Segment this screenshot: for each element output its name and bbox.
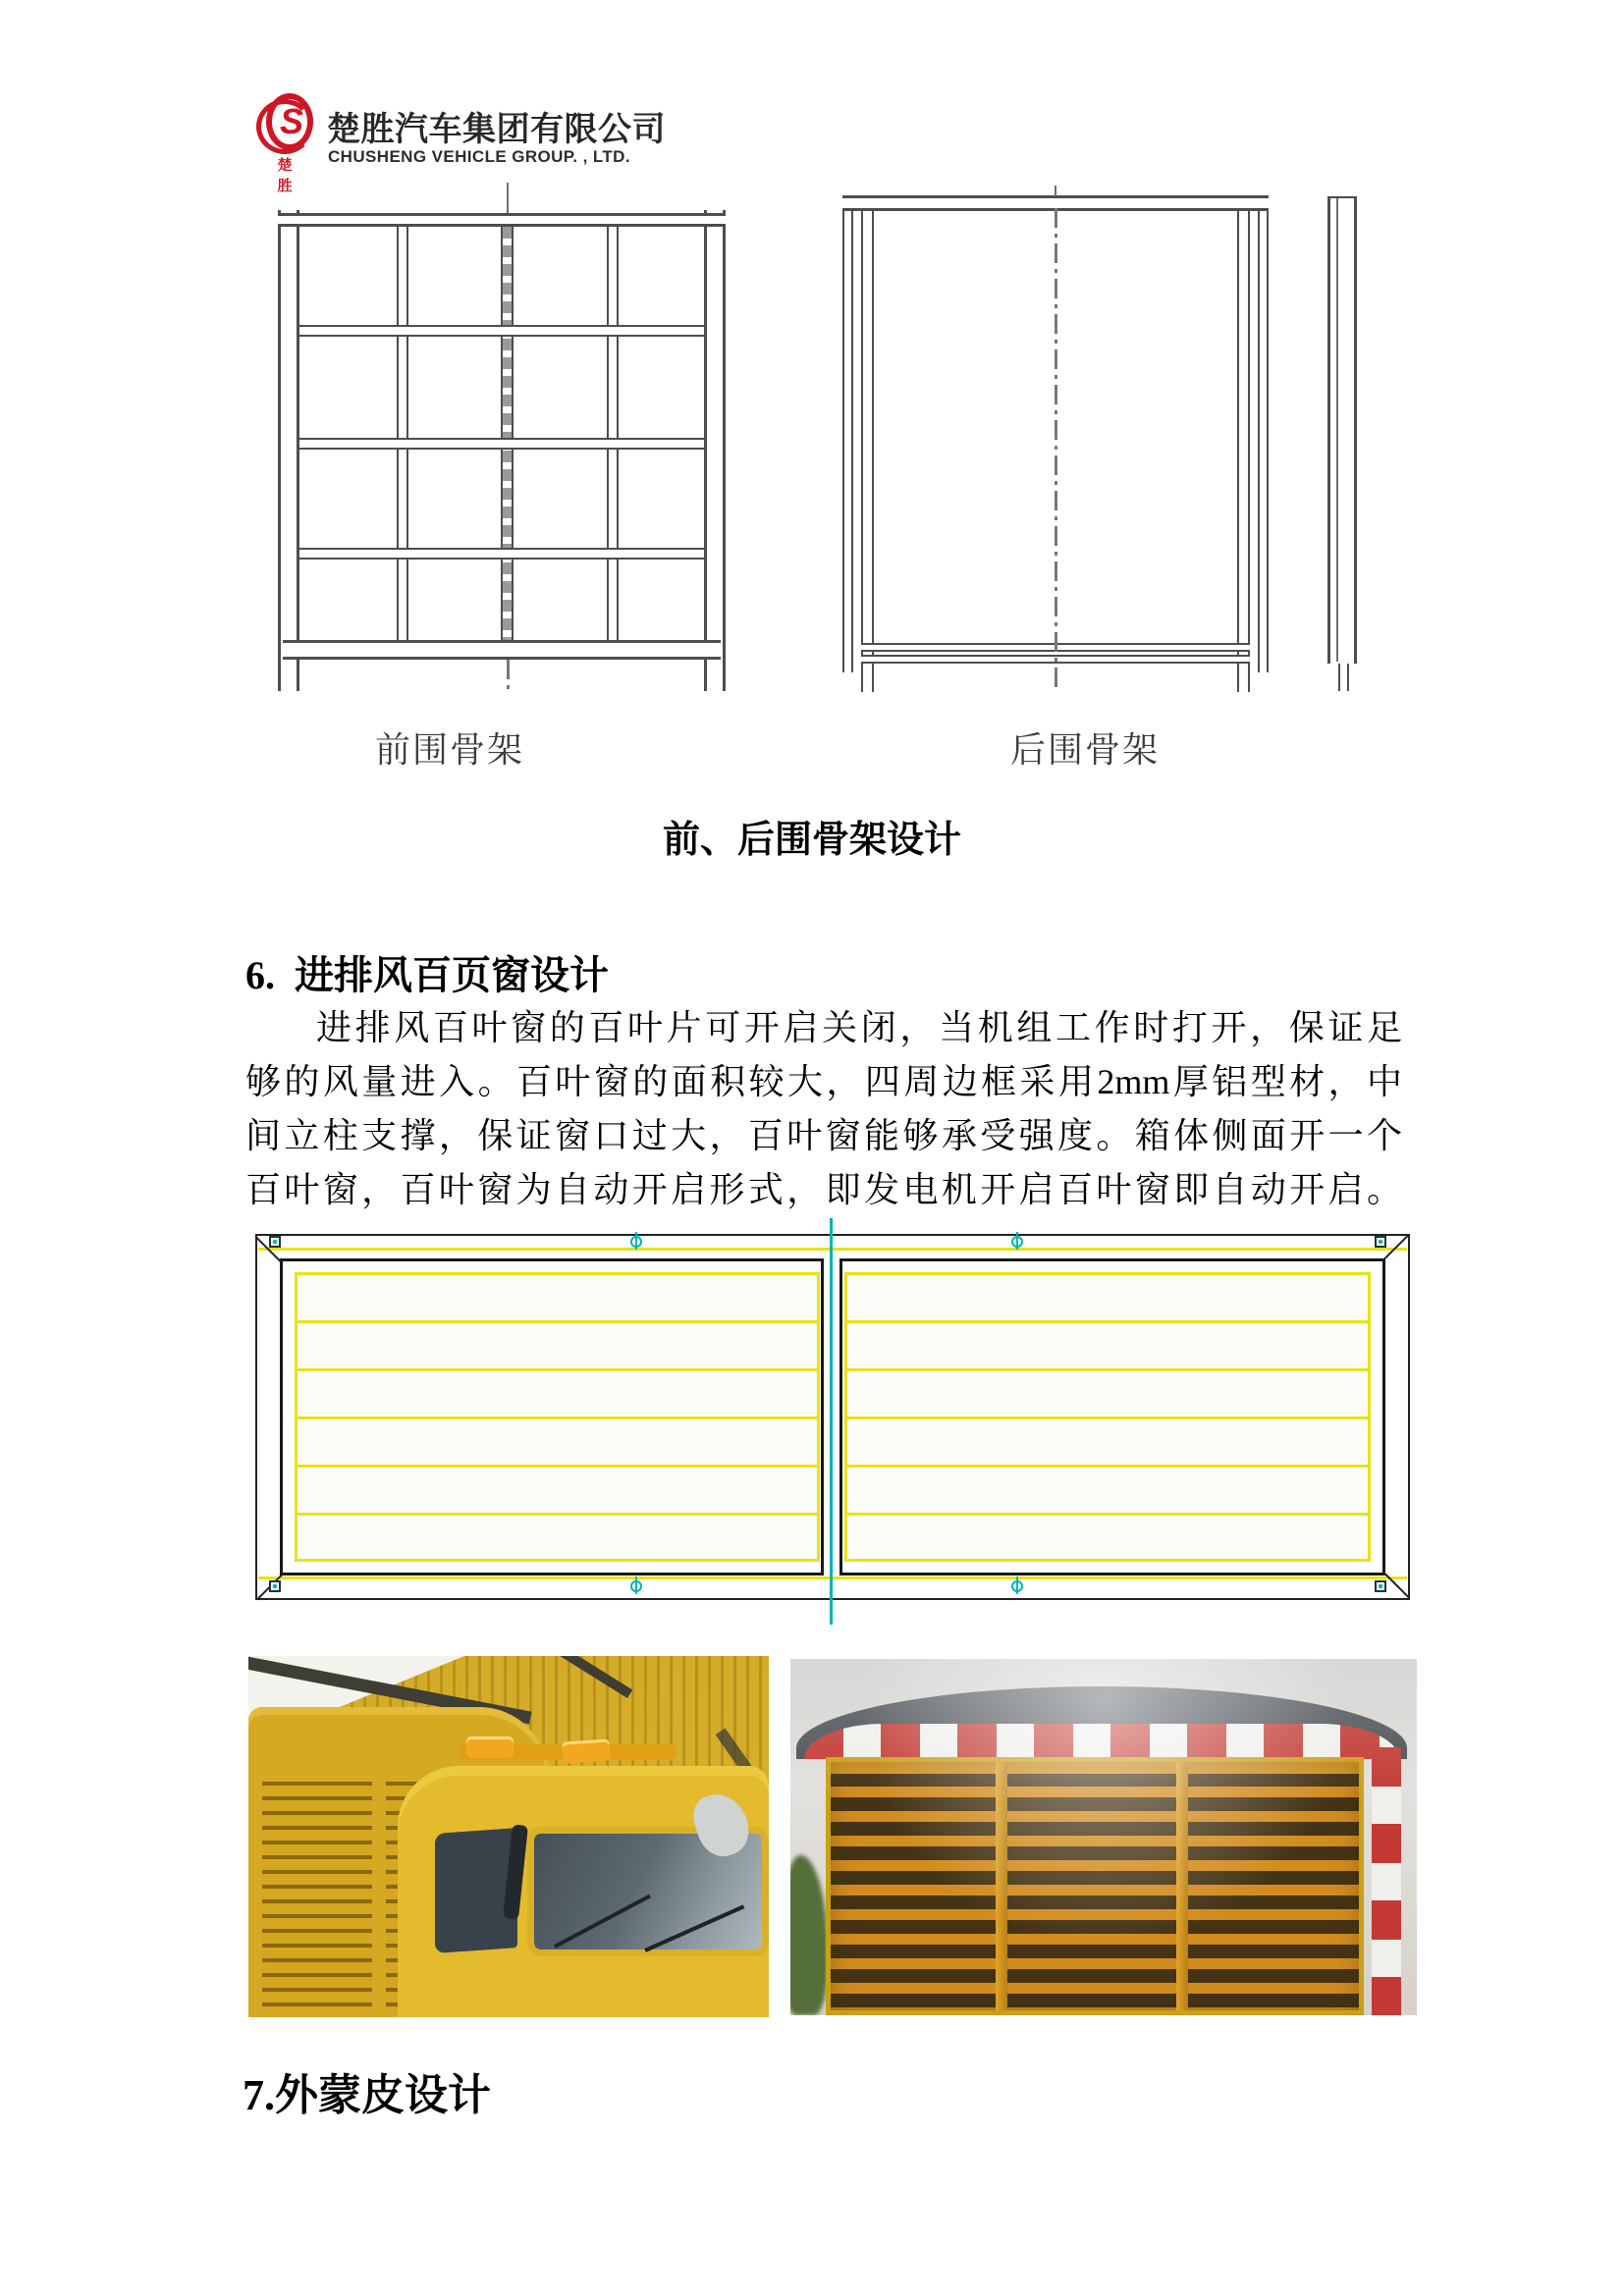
center-line [507,183,509,213]
frame-member [1327,196,1357,664]
louver-yellow-line [258,1576,1407,1579]
frame-member [1237,209,1250,692]
bolt-marker-icon [269,1236,281,1248]
front-frame-label: 前围骨架 [374,730,524,770]
roof-beam [503,1656,633,1698]
paragraph-line: 百叶窗，百叶窗为自动开启形式，即发电机开启百叶窗即自动开启。 [245,1170,1402,1209]
bolt-marker-icon [630,1580,642,1592]
section7-heading: 7.外蒙皮设计 [243,2071,491,2119]
company-name-en: CHUSHENG VEHICLE GROUP. , LTD. [328,147,630,166]
frame-member-center [501,227,514,643]
company-name-cn: 楚胜汽车集团有限公司 [327,111,666,148]
bolt-marker-icon [630,1236,642,1248]
frame-member [299,438,704,450]
frame-member [278,213,726,227]
bolt-marker-icon [1375,1580,1386,1592]
paragraph-line: 间立柱支撑，保证窗口过大，百叶窗能够承受强度。箱体侧面开一个 [245,1116,1402,1155]
section6-heading: 6. 进排风百页窗设计 [245,953,609,997]
center-line [507,660,510,691]
frame-member [1258,195,1269,672]
beacon-lamp [562,1738,610,1763]
frame-member [1338,664,1349,691]
louver-panel-right [844,1272,1371,1562]
company-logo-icon [258,93,315,156]
paragraph-line: 进排风百叶窗的百叶片可开启关闭，当机组工作时打开，保证足 [316,1008,1402,1047]
frame-member [704,210,726,691]
logo-letter: S [279,101,303,141]
figure-caption: 前、后围骨架设计 [662,820,961,861]
grille-support [996,1762,1007,2010]
frame-member [607,227,619,643]
logo-emblem-caption: 楚 胜 [277,158,310,194]
frame-member [842,195,853,672]
photo-truck-rear [790,1659,1417,2015]
louver-panel-left [295,1272,820,1562]
cargo-box-divider [372,1782,386,2013]
truck-cab [398,1766,769,2017]
center-line [1055,186,1056,196]
beacon-lamp [466,1736,514,1758]
bolt-marker-icon [1011,1580,1023,1592]
frame-member [1336,198,1338,662]
frame-member [299,325,704,337]
bolt-marker-icon [269,1580,281,1592]
rear-louver-grille [826,1757,1364,2015]
frame-member [397,227,408,643]
frame-member [861,209,874,692]
frame-member [299,548,704,560]
frame-member [283,640,721,660]
center-line [1055,208,1057,692]
reflective-strip-top [804,1724,1399,1759]
section6-paragraph [245,1001,1402,1217]
frame-member [278,210,299,691]
louver-yellow-line [258,1248,1407,1251]
foliage [790,1855,828,2015]
bolt-marker-icon [1375,1236,1386,1248]
photo-truck-front [248,1656,769,2017]
grille-support [1176,1762,1188,2010]
louver-center-line [830,1218,833,1625]
reflective-strip-right [1372,1747,1401,2015]
paragraph-line: 够的风量进入。百叶窗的面积较大，四周边框采用2mm厚铝型材，中 [245,1062,1402,1101]
bolt-marker-icon [1011,1236,1023,1248]
rear-frame-label: 后围骨架 [1009,730,1160,770]
